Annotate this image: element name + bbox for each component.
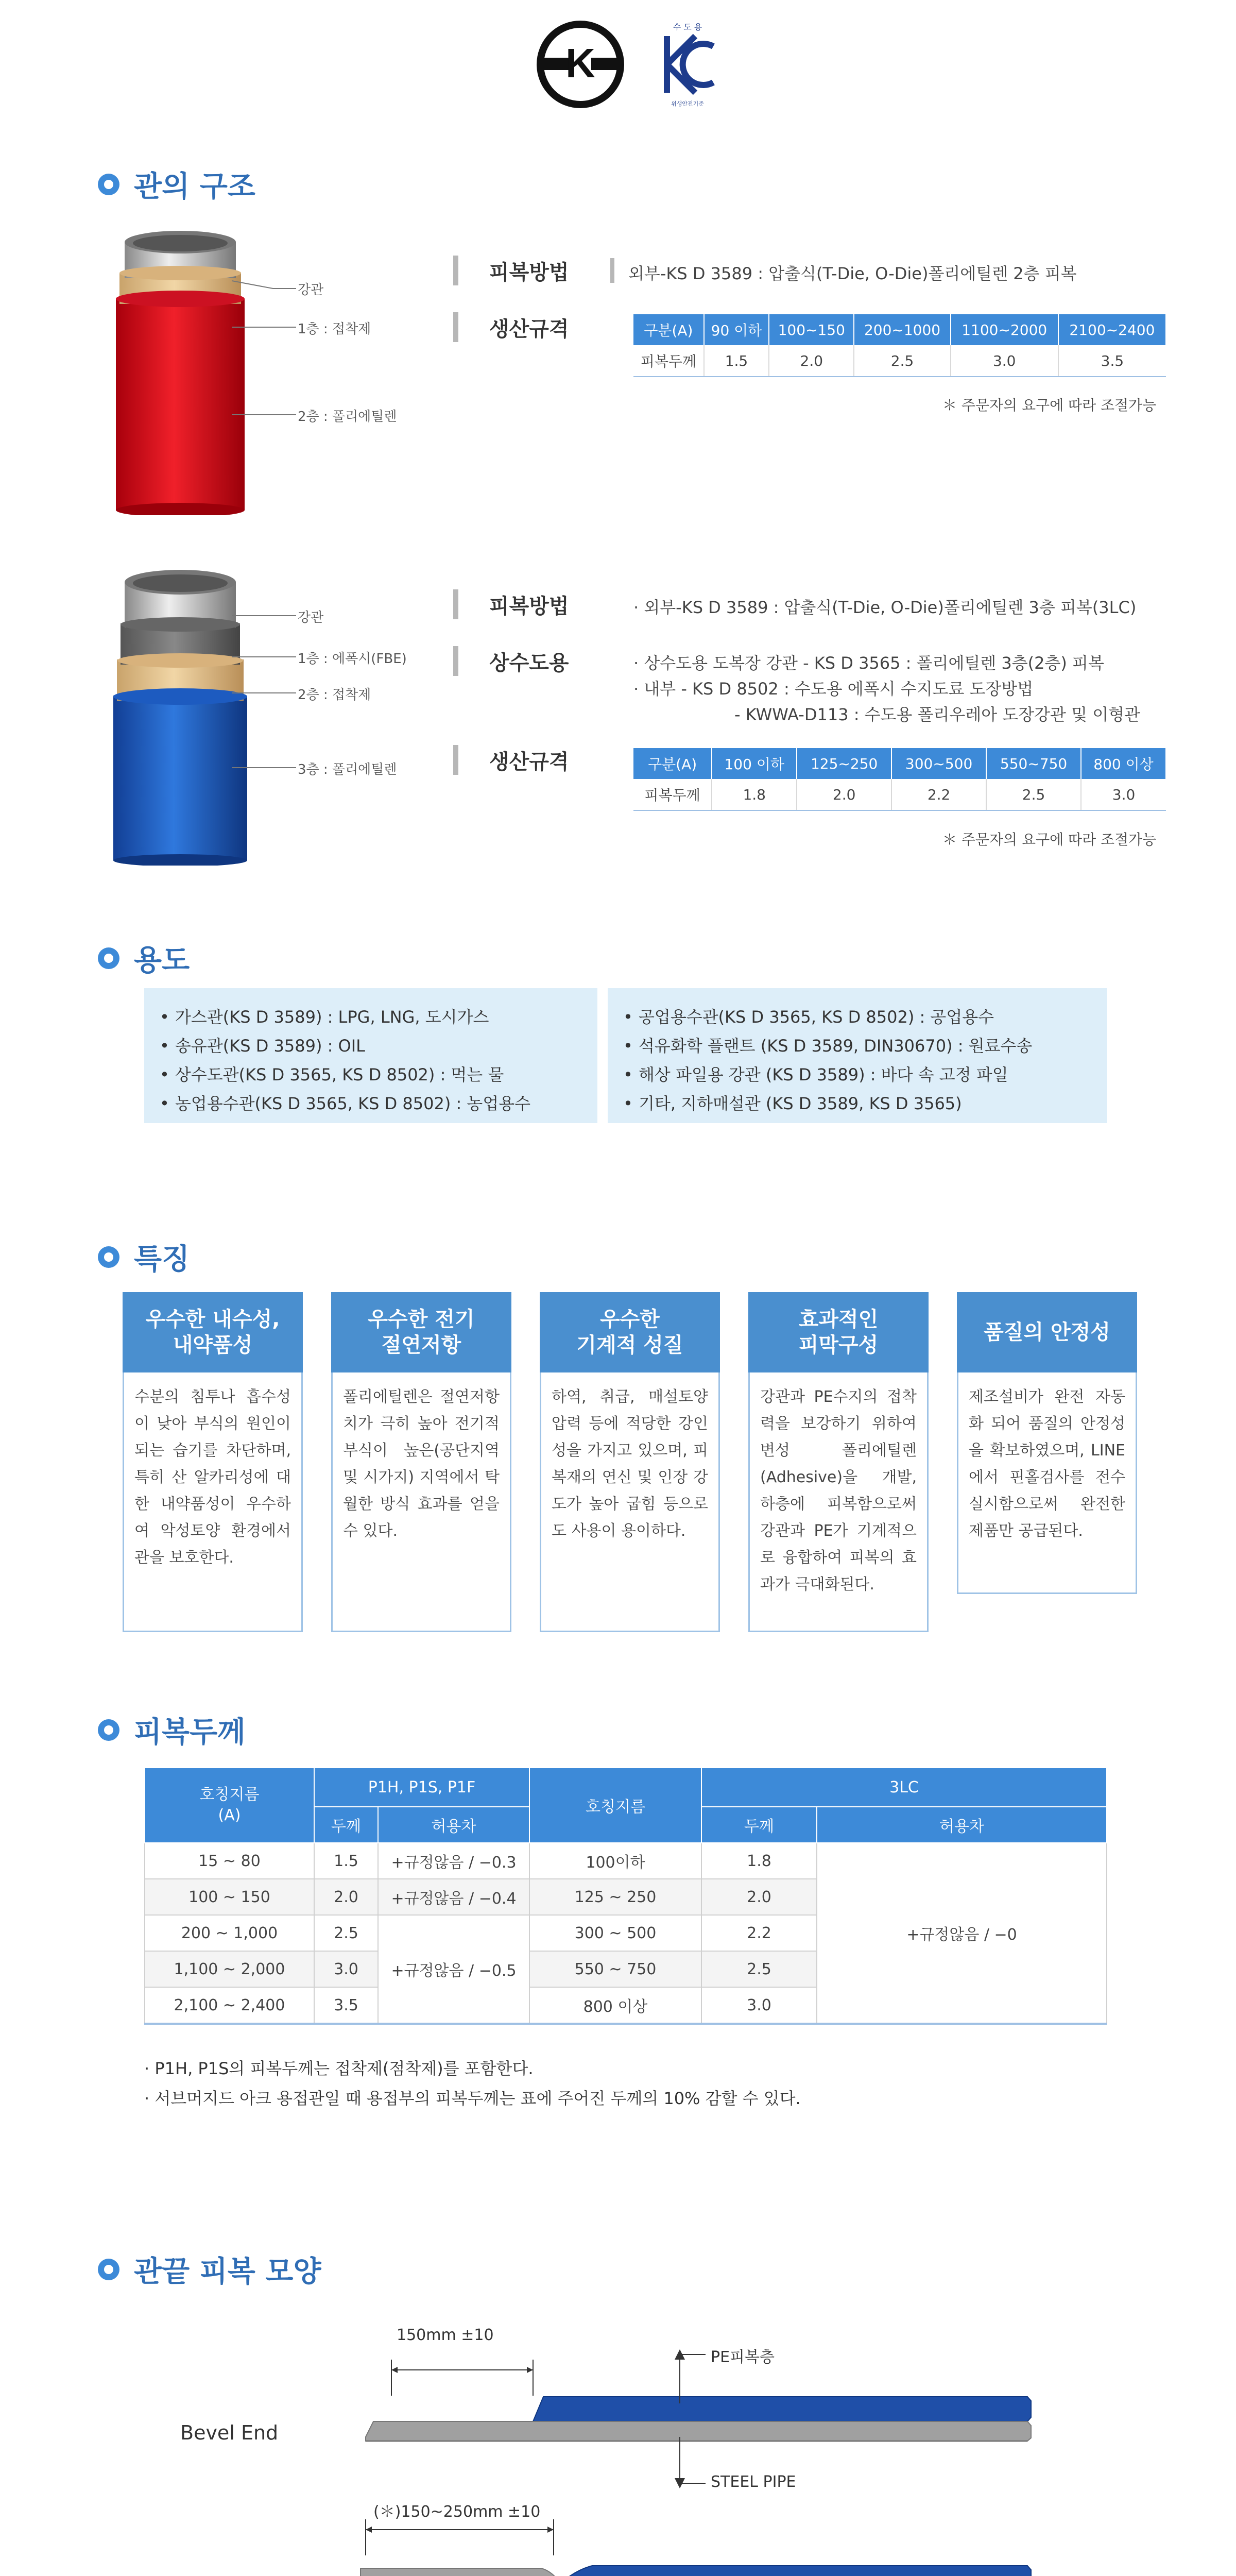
label-layer1: 1층 : 접착제 <box>298 321 371 337</box>
leader-lines <box>232 268 299 422</box>
use-item: • 해상 파일용 강관 (KS D 3589) : 바다 속 고정 파일 <box>639 1060 1107 1089</box>
feature-body: 수분의 침투나 흡수성이 낮아 부식의 원인이 되는 습기를 차단하며, 특히 산 알카리성에 대한 내약품성이 우수하여 악성토양 환경에서 관을 보호한다. <box>123 1372 303 1632</box>
label-adhesive: 2층 : 접착제 <box>298 687 371 703</box>
use-box-right <box>608 988 1107 1123</box>
section-heading: 용도 <box>134 944 190 977</box>
thickness-table <box>144 1767 1107 2025</box>
feature-title: 우수한 내수성, 내약품성 <box>123 1292 303 1372</box>
thickness-header-row: 호칭지름 (A) P1H, P1S, P1F 호칭지름 3LC <box>145 1768 1107 1807</box>
steel-pipe-label: STEEL PIPE <box>711 2473 796 2491</box>
spec-table-header: 구분(A) 100 이하 125~250 300~500 550~750 800 이상 <box>633 748 1166 779</box>
method-value-1: 외부-KS D 3589 : 압출식(T-Die, O-Die)폴리에틸렌 2층 피복 <box>628 264 1077 283</box>
bevel-dim: 150mm ±10 <box>397 2326 494 2344</box>
adjust-note-1: ＊ 주문자의 요구에 따라 조절가능 <box>942 397 1157 414</box>
bullet-circle-icon <box>98 174 119 195</box>
thickness-note-2: · 서브머지드 아크 용접관일 때 용접부의 피복두께는 표에 주어진 두께의 10% 감할 수 있다. <box>144 2089 801 2108</box>
label-epoxy: 1층 : 에폭시(FBE) <box>298 651 407 667</box>
feature-card <box>540 1292 720 1632</box>
bullet-circle-icon <box>98 1719 119 1741</box>
label-polyethylene: 3층 : 폴리에틸렌 <box>298 762 397 777</box>
use-item: • 가스관(KS D 3589) : LPG, LNG, 도시가스 <box>175 1003 597 1031</box>
method-label-2: 피복방법 <box>453 589 569 619</box>
table-row: 15 ~ 80 1.5 +규정않음 / −0.3 100이하 1.8 +규정않음 / −0 <box>145 1843 1107 1879</box>
feature-body: 강관과 PE수지의 접착력을 보강하기 위하여 변성 폴리에틸렌(Adhesive)을 개발, 하층에 피복함으로써 강관과 PE가 기계적으로 융합하여 피복의 효과가 극대화된다. <box>748 1372 929 1632</box>
spec-table-header: 구분(A) 90 이하 100~150 200~1000 1100~2000 2100~2400 <box>633 314 1166 345</box>
bevel-end-diagram <box>366 2349 1031 2488</box>
feature-body: 하역, 취급, 매설토양 압력 등에 적당한 강인성을 가지고 있으며, 피복재의 연신 및 인장 강도가 높아 굽힘 등으로도 사용이 용이하다. <box>540 1372 720 1632</box>
bevel-end-label: Bevel End <box>180 2421 279 2444</box>
spec-label-2: 생산규격 <box>453 745 569 775</box>
label-steel-pipe: 강관 <box>298 282 324 298</box>
table-row: 1,100 ~ 2,000 3.0 550 ~ 750 2.5 <box>145 1951 1107 1987</box>
section-title-structure <box>98 164 255 205</box>
bullet-circle-icon <box>98 2259 119 2280</box>
feature-body: 제조설비가 완전 자동화 되어 품질의 안정성을 확보하였으며, LINE에서 핀홀검사를 전수실시함으로써 완전한 제품만 공급된다. <box>957 1372 1137 1594</box>
pe-layer-label: PE피복층 <box>711 2348 775 2366</box>
spec-label-1: 생산규격 <box>453 312 569 342</box>
method-value-2: · 외부-KS D 3589 : 압출식(T-Die, O-Die)폴리에틸렌 3층 피복(3LC) <box>633 598 1137 617</box>
use-item: • 송유관(KS D 3589) : OIL <box>175 1031 597 1060</box>
table-row: 2,100 ~ 2,400 3.5 800 이상 3.0 <box>145 1987 1107 2024</box>
use-box-left <box>144 988 597 1123</box>
svg-text:K: K <box>565 40 595 86</box>
ks-logo <box>531 15 629 113</box>
label-layer2: 2층 : 폴리에틸렌 <box>298 409 397 425</box>
section-title-ends <box>98 2249 321 2290</box>
bullet-circle-icon <box>98 1246 119 1268</box>
thickness-subheader-row: 두께 허용차 두께 허용차 <box>145 1807 1107 1843</box>
feature-title: 효과적인 피막구성 <box>748 1292 929 1372</box>
feature-body: 폴리에틸렌은 절연저항치가 극히 높아 전기적 부식이 높은(공단지역 및 시가지) 지역에서 탁월한 방식 효과를 얻을 수 있다. <box>331 1372 511 1632</box>
bell-end-diagram <box>360 2519 1031 2576</box>
adjust-note-2: ＊ 주문자의 요구에 따라 조절가능 <box>942 831 1157 848</box>
water-label: 상수도용 <box>453 646 569 676</box>
section-title-features <box>98 1236 190 1278</box>
feature-title: 우수한 기계적 성질 <box>540 1292 720 1372</box>
bell-dim: (＊)150~250mm ±10 <box>373 2503 541 2521</box>
spec-table-row: 피복두께 1.8 2.0 2.2 2.5 3.0 <box>633 779 1166 810</box>
method-label-1: 피복방법 <box>453 256 569 285</box>
section-heading: 특징 <box>134 1243 190 1276</box>
section-heading: 관의 구조 <box>134 170 255 204</box>
use-item: • 기타, 지하매설관 (KS D 3589, KS D 3565) <box>639 1089 1107 1118</box>
use-item: • 농업용수관(KS D 3565, KS D 8502) : 농업용수 <box>175 1089 597 1118</box>
use-item: • 석유화학 플랜트 (KS D 3589, DIN30670) : 원료수송 <box>639 1031 1107 1060</box>
section-heading: 관끝 피복 모양 <box>134 2255 321 2289</box>
use-item: • 상수도관(KS D 3565, KS D 8502) : 먹는 물 <box>175 1060 597 1089</box>
section-title-thickness <box>98 1709 245 1751</box>
feature-card <box>748 1292 929 1632</box>
bullet-circle-icon <box>98 947 119 969</box>
use-item: • 공업용수관(KS D 3565, KS D 8502) : 공업용수 <box>639 1003 1107 1031</box>
leader-lines-2 <box>232 603 299 778</box>
feature-card <box>957 1292 1137 1594</box>
table-row: 100 ~ 150 2.0 +규정않음 / −0.4 125 ~ 250 2.0 <box>145 1879 1107 1915</box>
spec-table-1 <box>633 314 1166 377</box>
spec-table-2 <box>633 748 1166 811</box>
water-line-1: · 상수도용 도복장 강관 - KS D 3565 : 폴리에틸렌 3층(2층) 피복 <box>633 653 1104 673</box>
svg-text:위생안전기준: 위생안전기준 <box>671 100 704 107</box>
feature-card <box>331 1292 511 1632</box>
feature-card <box>123 1292 303 1632</box>
feature-title: 우수한 전기 절연저항 <box>331 1292 511 1372</box>
section-title-use <box>98 938 190 979</box>
thickness-note-1: · P1H, P1S의 피복두께는 접착제(점착제)를 포함한다. <box>144 2059 534 2078</box>
section-heading: 피복두께 <box>134 1716 246 1749</box>
spec-table-row: 피복두께 1.5 2.0 2.5 3.0 3.5 <box>633 345 1166 377</box>
kc-logo <box>657 21 718 108</box>
svg-text:수 도 용: 수 도 용 <box>673 22 702 32</box>
water-line-3: - KWWA-D113 : 수도용 폴리우레아 도장강관 및 이형관 <box>734 705 1140 724</box>
water-line-2: · 내부 - KS D 8502 : 수도용 에폭시 수지도료 도장방법 <box>633 679 1034 699</box>
table-row: 200 ~ 1,000 2.5 +규정않음 / −0.5 300 ~ 500 2.2 <box>145 1915 1107 1951</box>
feature-title: 품질의 안정성 <box>957 1292 1137 1372</box>
label-steel-pipe-2: 강관 <box>298 610 324 625</box>
